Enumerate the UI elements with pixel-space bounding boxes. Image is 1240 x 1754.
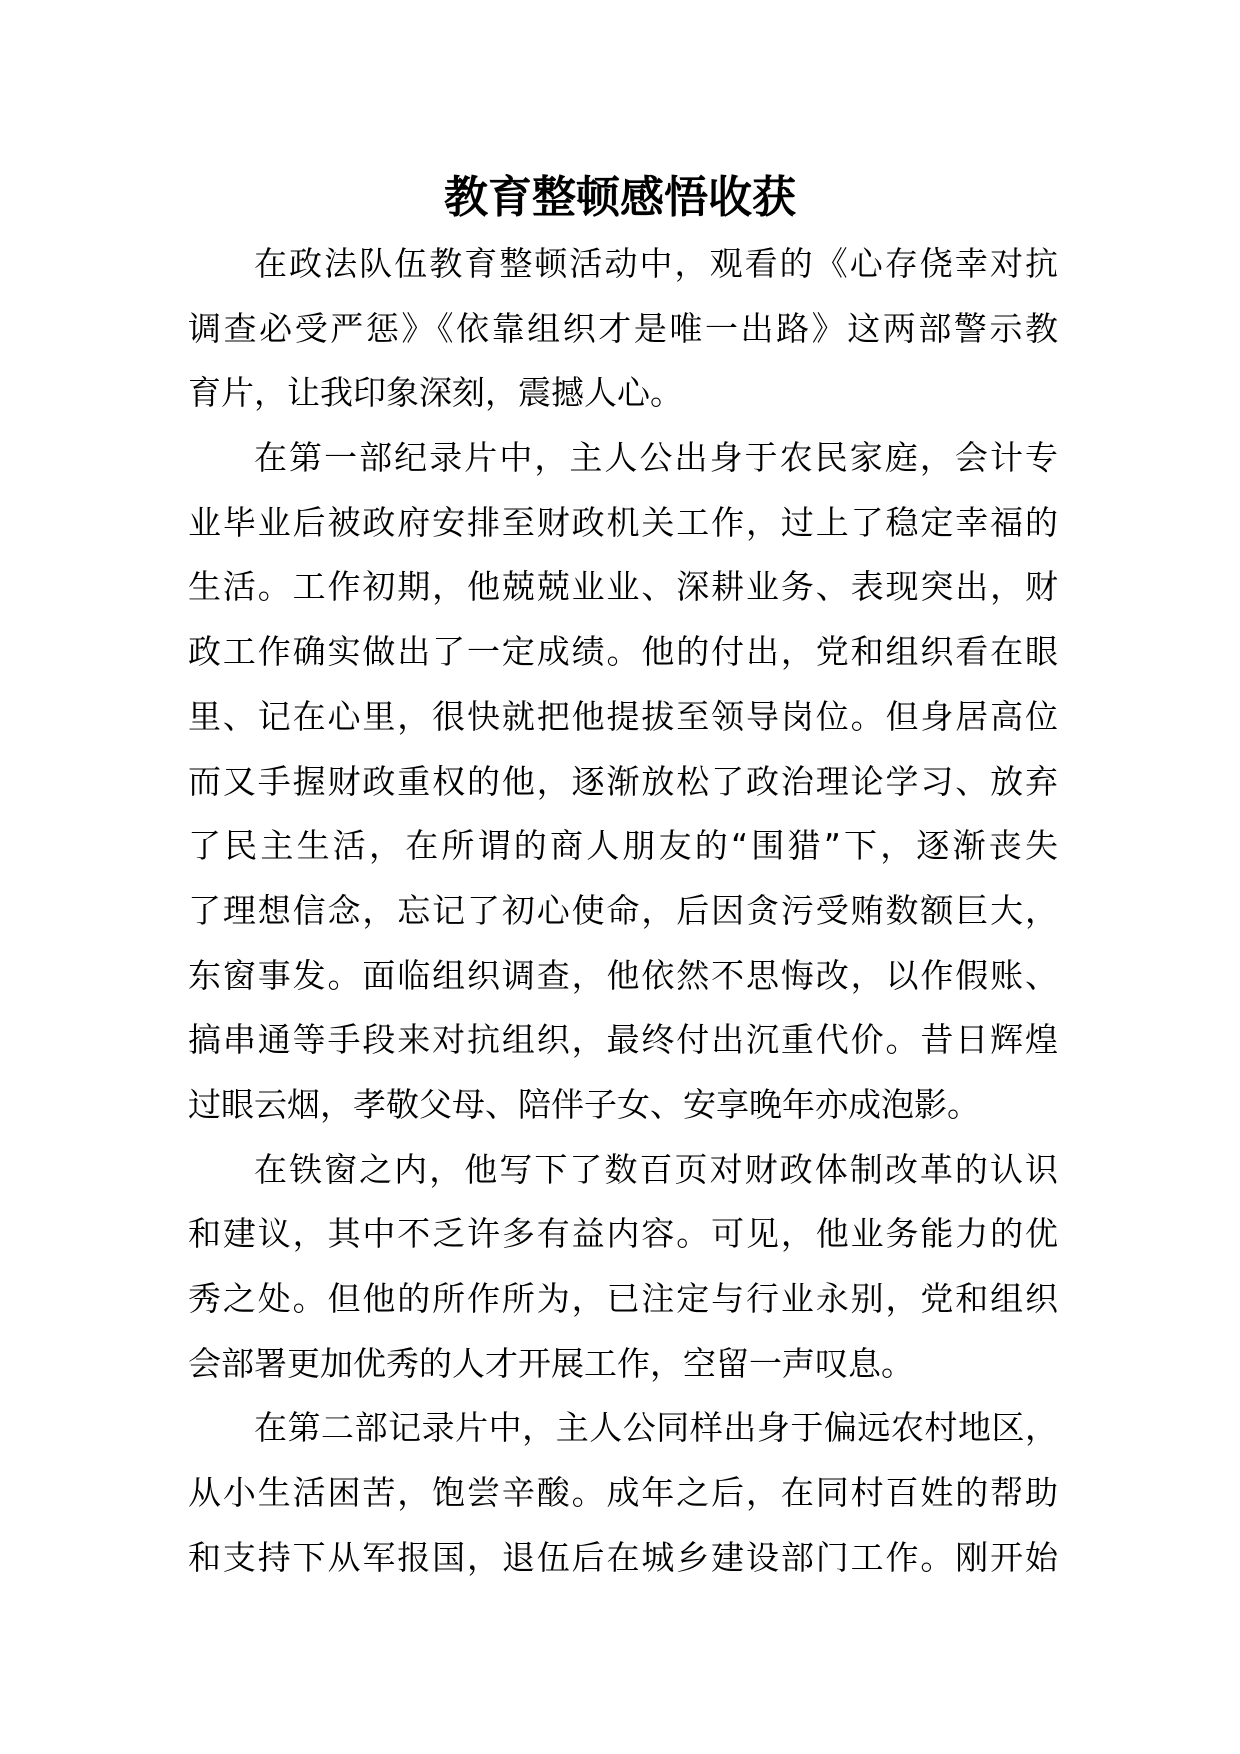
paragraph-4 (188, 1396, 1058, 1590)
paragraph-2 (188, 426, 1058, 1138)
text-line: 搞串通等手段来对抗组织，最终付出沉重代价。昔日辉煌 (188, 1020, 1058, 1060)
text-line: 秀之处。但他的所作所为，已注定与行业永别，党和组织 (188, 1279, 1058, 1318)
text-line: 在第一部纪录片中，主人公出身于农民家庭，会计专 (254, 438, 1058, 478)
text-line: 在铁窗之内，他写下了数百页对财政体制改革的认识 (254, 1149, 1058, 1189)
text-line: 里、记在心里，很快就把他提拔至领导岗位。但身居高位 (188, 696, 1058, 736)
document-title: 教育整顿感悟收获 (444, 172, 796, 223)
paragraph-3 (188, 1138, 1058, 1397)
text-line: 而又手握财政重权的他，逐渐放松了政治理论学习、放弃 (188, 761, 1058, 801)
text-line: 在第二部记录片中，主人公同样出身于偏远农村地区， (254, 1408, 1058, 1448)
text-line: 东窗事发。面临组织调查，他依然不思悔改，以作假账、 (188, 955, 1058, 995)
text-line: 了民主生活，在所谓的商人朋友的“围猎”下，逐渐丧失 (188, 826, 1058, 866)
text-line: 生活。工作初期，他兢兢业业、深耕业务、表现突出，财 (188, 567, 1058, 607)
text-line: 从小生活困苦，饱尝辛酸。成年之后，在同村百姓的帮助 (188, 1473, 1058, 1513)
text-line: 在政法队伍教育整顿活动中，观看的《心存侥幸对抗 (254, 244, 1058, 283)
text-line: 业毕业后被政府安排至财政机关工作，过上了稳定幸福的 (188, 502, 1058, 542)
text-line: 了理想信念，忘记了初心使命，后因贪污受贿数额巨大， (188, 890, 1058, 930)
text-line: 政工作确实做出了一定成绩。他的付出，党和组织看在眼 (188, 632, 1058, 672)
document-body (188, 232, 1058, 1590)
text-line: 会部署更加优秀的人才开展工作，空留一声叹息。 (188, 1343, 914, 1383)
text-line: 调查必受严惩》《依靠组织才是唯一出路》这两部警示教 (188, 308, 1058, 348)
text-line: 和支持下从军报国，退伍后在城乡建设部门工作。刚开始 (188, 1537, 1058, 1577)
text-line: 育片，让我印象深刻，震撼人心。 (188, 373, 683, 413)
text-line: 过眼云烟，孝敬父母、陪伴子女、安享晚年亦成泡影。 (188, 1084, 980, 1124)
text-line: 和建议，其中不乏许多有益内容。可见，他业务能力的优 (188, 1214, 1058, 1254)
paragraph-1 (188, 232, 1058, 426)
